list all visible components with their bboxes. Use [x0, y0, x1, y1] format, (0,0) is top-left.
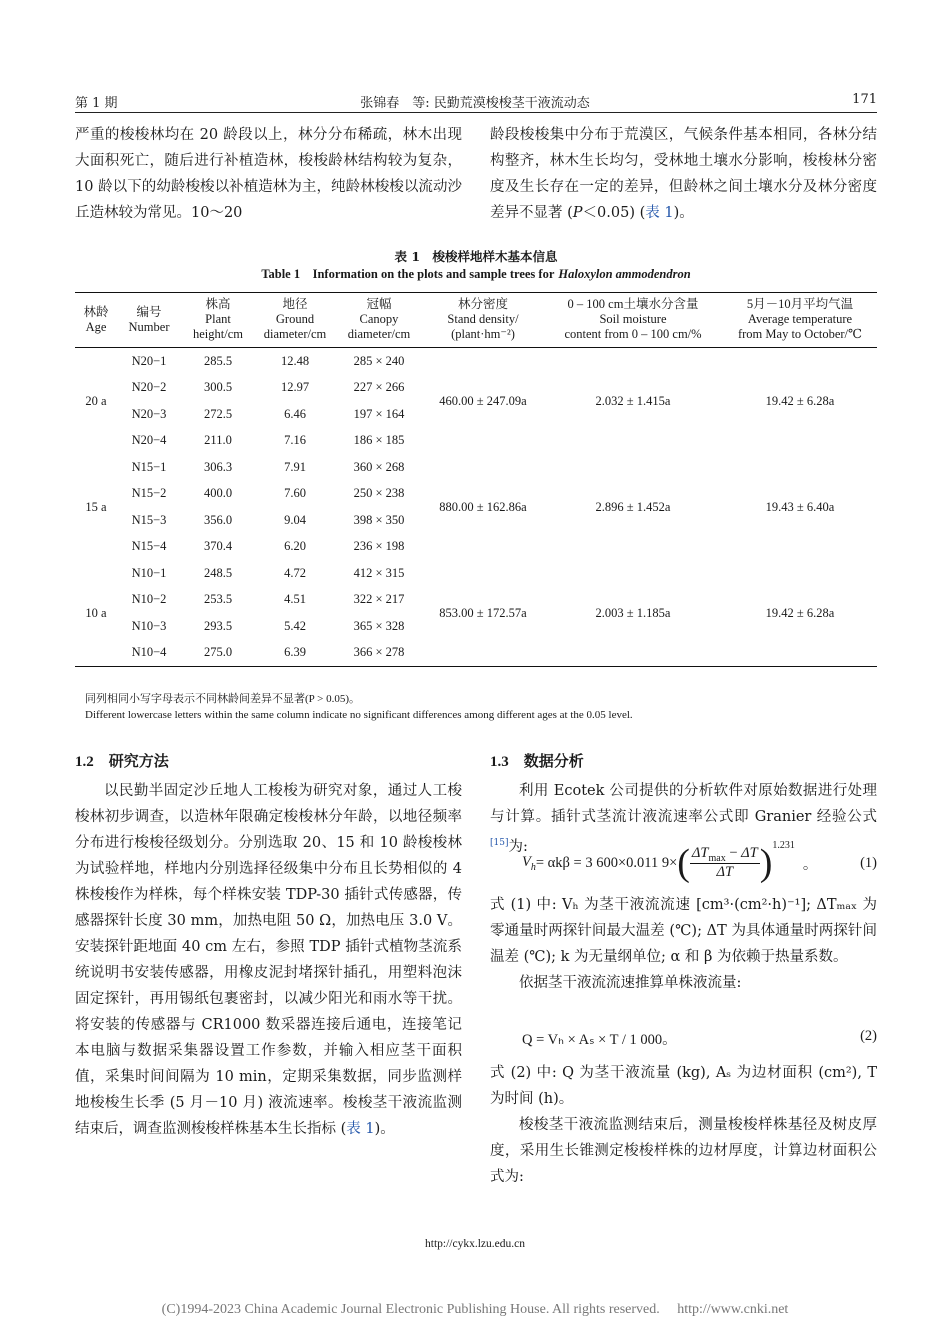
header-line: 0 – 100 cm土壤水分含量	[567, 297, 699, 311]
equation-1	[522, 838, 877, 888]
text: 以民勤半固定沙丘地人工梭梭为研究对象，通过人工梭梭林初步调查，以造林年限确定梭梭林分年龄，以地径频率分布进行梭梭径级划分。分别选取 20、15 和 10 龄梭梭林为试验样地，样地内分别选择径级集中分布且长势相似的 4 株梭梭作为样株，每个样株安装 TDP-30 插针式传感器，传感器探针长度 30 mm，加热电阻 50 Ω，加热电压 3.0 V。安装探针距地面 40 cm 左右，参照 TDP 插针式植物茎流系统说明书安装传感器，用橡皮泥封堵探针插孔，用塑料泡沫固定探针，再用锡纸包裹密封，以减少阳光和雨水等干扰。将安装的传感器与 CR1000 数采器连接后通电，连接笔记本电脑与数据采集器设置工作参数，并输入相应茎干面积值，采集时间间隔为 10 min，定期采集数据，同步监测样地梭梭生长季 (5 月－10 月) 液流速率。梭梭茎干液流监测结束后，调查监测梭梭样株基本生长指标 (	[75, 783, 462, 1137]
section-1-2-body	[75, 778, 462, 1142]
table-row	[75, 560, 877, 587]
table-cell: N10−3	[131, 618, 167, 633]
header-line: 5月－10月平均气温	[746, 297, 854, 311]
section-1-3-heading: 1.3 数据分析	[490, 754, 584, 770]
top-right-text	[490, 122, 877, 226]
header-line: 冠幅	[366, 297, 392, 311]
eq2-number: (2)	[860, 1028, 877, 1044]
text: ＜0.05) (	[582, 205, 646, 221]
table-note-cn: 同列相同小写字母表示不同林龄间差异不显著(P > 0.05)。	[85, 693, 360, 705]
table-cell: 227 × 266	[353, 380, 405, 395]
table-cell: 7.16	[284, 433, 306, 448]
table-header-row	[75, 293, 877, 348]
header-line: 林龄	[83, 304, 109, 319]
paragraph: 梭梭茎干液流监测结束后，测量梭梭样株基径及树皮厚度，采用生长锥测定梭梭样株的边材厚度，计算边材面积公式为:	[490, 1117, 877, 1185]
column-header	[723, 293, 877, 348]
table-row	[75, 348, 877, 375]
table-cell: N20−4	[131, 433, 167, 448]
table-cell: N15−3	[131, 512, 167, 527]
paragraph: 依据茎干液流流速推算单株液流量:	[519, 975, 742, 991]
moisture-cell: 2.003 ± 1.185a	[543, 560, 723, 667]
species-name: Haloxylon ammodendron	[558, 267, 691, 281]
table-cell: N15−1	[131, 459, 167, 474]
table-cell: 272.5	[203, 406, 233, 421]
text: 利用 Ecotek 公司提供的分析软件对原始数据进行处理与计算。插针式茎流计液流速率公式即 Granier 经验公式	[490, 783, 877, 825]
text: )。	[374, 1121, 395, 1137]
eq1-denominator: ΔT	[716, 864, 734, 881]
header-line: from May to October/℃	[737, 327, 863, 341]
eq2-text: Q = Vₕ × Aₛ × T / 1 000。	[522, 1032, 677, 1048]
header-line: 株高	[205, 297, 231, 311]
header-line: Ground	[275, 312, 315, 326]
section-1-2-heading: 1.2 研究方法	[75, 754, 169, 770]
paragraph	[75, 778, 462, 1142]
density-cell: 853.00 ± 172.57a	[423, 560, 543, 667]
text: )。	[673, 205, 694, 221]
density-cell: 460.00 ± 247.09a	[439, 393, 527, 408]
page-number: 171	[852, 92, 877, 107]
p-symbol: P	[572, 205, 583, 221]
header-line: diameter/cm	[263, 327, 327, 341]
table-ref-link[interactable]: 表 1	[645, 205, 674, 221]
table-cell: 360 × 268	[353, 459, 405, 474]
table-cell: 6.20	[284, 539, 306, 554]
eq1-explanation	[490, 892, 877, 996]
table-cell: N10−1	[131, 565, 167, 580]
column-header	[423, 293, 543, 348]
journal-issue: 第 1 期	[75, 96, 118, 111]
table-cell: 6.39	[255, 640, 335, 667]
eq1-number: (1)	[860, 854, 877, 871]
table-cell: 5.42	[284, 618, 306, 633]
header-line: 编号	[136, 304, 162, 319]
eq1-numerator: $\Delta T_{max} - \Delta T$	[691, 844, 758, 864]
eq1-period: 。	[802, 856, 818, 873]
table-cell: 400.0	[203, 486, 233, 501]
table-row	[75, 454, 877, 481]
age-cell: 10 a	[75, 560, 117, 667]
table-cell: 248.5	[203, 565, 233, 580]
temp-cell: 19.43 ± 6.40a	[765, 499, 835, 514]
table-cell: 236 × 198	[353, 539, 405, 554]
density-cell: 880.00 ± 162.86a	[439, 499, 527, 514]
table-cell: 4.72	[284, 565, 306, 580]
table-cell: N20−1	[131, 353, 167, 368]
table-cell: 12.97	[280, 380, 310, 395]
column-header	[117, 293, 181, 348]
table-cell: 366 × 278	[335, 640, 423, 667]
caption-en-text: Table 1 Information on the plots and sample trees for	[261, 267, 555, 281]
cnki-copyright: (C)1994-2023 China Academic Journal Electronic Publishing House. All rights reserved. http://www.cnki.net	[161, 1302, 789, 1317]
moisture-cell: 2.896 ± 1.452a	[595, 499, 671, 514]
header-line: Soil moisture	[599, 312, 667, 326]
table-cell: N10−2	[131, 592, 167, 607]
header-line: 林分密度	[457, 297, 508, 311]
column-header	[335, 293, 423, 348]
header-line: Stand density/	[447, 312, 519, 326]
table-cell: N20−2	[131, 380, 167, 395]
table-cell: 293.5	[203, 618, 233, 633]
paragraph: 严重的梭梭林均在 20 龄段以上，林分分布稀疏，林木出现大面积死亡，随后进行补植造林，梭梭龄林结构较为复杂，10 龄以下的幼龄梭梭以补植造林为主，纯龄林梭梭以流动沙丘造林较为常见。10～20	[75, 127, 462, 221]
citation-link[interactable]: [15]	[490, 838, 509, 848]
paragraph	[490, 122, 877, 226]
table-cell: N20−3	[131, 406, 167, 421]
text: 龄段梭梭集中分布于荒漠区，气候条件基本相同，各林分结构整齐，林木生长均匀，受林地土壤水分影响，梭梭林分密度及生长存在一定的差异，但龄林之间土壤水分及林分密度差异不显著 (	[490, 127, 877, 221]
header-line: Plant	[205, 312, 231, 326]
column-header	[543, 293, 723, 348]
table-cell: 300.5	[203, 380, 233, 395]
table-caption	[75, 248, 877, 283]
table-note-en: Different lowercase letters within the same column indicate no significant differences among different ages at the 0.05 level.	[85, 709, 633, 721]
table-cell: N15−4	[131, 539, 167, 554]
table-cell: 7.91	[284, 459, 306, 474]
table-cell: 7.60	[284, 486, 306, 501]
header-line: Age	[85, 319, 107, 334]
table-cell: 356.0	[203, 512, 233, 527]
top-left-text	[75, 122, 462, 226]
age-cell: 20 a	[85, 393, 107, 408]
table-cell: 197 × 164	[353, 406, 405, 421]
table-cell: 365 × 328	[353, 618, 405, 633]
header-line: 地径	[282, 297, 308, 311]
table-cell: 370.4	[203, 539, 233, 554]
eq1-lhs: = αkβ = 3 600×0.011 9×	[535, 854, 678, 871]
table-cell: 398 × 350	[353, 512, 405, 527]
journal-url[interactable]: http://cykx.lzu.edu.cn	[425, 1238, 525, 1250]
equation-2	[522, 1028, 877, 1049]
temp-cell: 19.42 ± 6.28a	[765, 393, 835, 408]
table-caption-cn: 表 1 梭梭样地样木基本信息	[394, 249, 558, 264]
running-title: 张锦春 等: 民勤荒漠梭梭茎干液流动态	[360, 96, 590, 111]
eq1-fraction	[690, 845, 760, 882]
paragraph: 式 (1) 中: Vₕ 为茎干液流流速 [cm³·(cm²·h)⁻¹]; ΔTₘₐₓ 为零通量时两探针间最大温差 (℃); ΔT 为具体通量时两探针间温差 (℃); k 为无量纲单位; α 和 β 为依赖于热量系数。	[490, 897, 877, 965]
left-paren: (	[677, 842, 690, 884]
column-header	[255, 293, 335, 348]
header-line: Average temperature	[747, 312, 853, 326]
eq2-explanation	[490, 1060, 877, 1190]
eq1-lhs-var: $V_h$	[522, 853, 536, 873]
table-cell: 250 × 238	[353, 486, 405, 501]
header-line: height/cm	[193, 327, 243, 341]
table-caption-en	[75, 265, 877, 283]
table-cell: 6.46	[284, 406, 306, 421]
column-header	[75, 293, 117, 348]
table-cell: 186 × 185	[353, 433, 405, 448]
table-cell: 9.04	[284, 512, 306, 527]
table-cell: N10−4	[117, 640, 181, 667]
header-rule	[75, 112, 877, 113]
table-cell: 12.48	[280, 353, 310, 368]
table-cell: 306.3	[203, 459, 233, 474]
table-cell: 412 × 315	[353, 565, 405, 580]
right-paren: )	[759, 842, 773, 884]
text: 为:	[508, 838, 528, 855]
table-ref-link[interactable]: 表 1	[346, 1121, 375, 1137]
header-line: Canopy	[359, 312, 399, 326]
plot-info-table	[75, 292, 877, 667]
table-cell: 322 × 217	[353, 592, 405, 607]
header-line: (plant·hm⁻²)	[451, 327, 515, 341]
table-cell: 4.51	[284, 592, 306, 607]
header-line: Number	[128, 319, 170, 334]
table-cell: 275.0	[181, 640, 255, 667]
paragraph: 式 (2) 中: Q 为茎干液流量 (kg), Aₛ 为边材面积 (cm²), T 为时间 (h)。	[490, 1065, 877, 1107]
column-header	[181, 293, 255, 348]
header-line: diameter/cm	[347, 327, 411, 341]
table-cell: 211.0	[204, 433, 232, 448]
temp-cell: 19.42 ± 6.28a	[723, 560, 877, 667]
eq1-exponent: 1.231	[772, 840, 795, 851]
header-line: content from 0 – 100 cm/%	[564, 327, 702, 341]
table-cell: N15−2	[131, 486, 167, 501]
age-cell: 15 a	[85, 499, 107, 514]
moisture-cell: 2.032 ± 1.415a	[595, 393, 671, 408]
table-cell: 285 × 240	[353, 353, 405, 368]
table-cell: 285.5	[203, 353, 233, 368]
table-cell: 253.5	[203, 592, 233, 607]
